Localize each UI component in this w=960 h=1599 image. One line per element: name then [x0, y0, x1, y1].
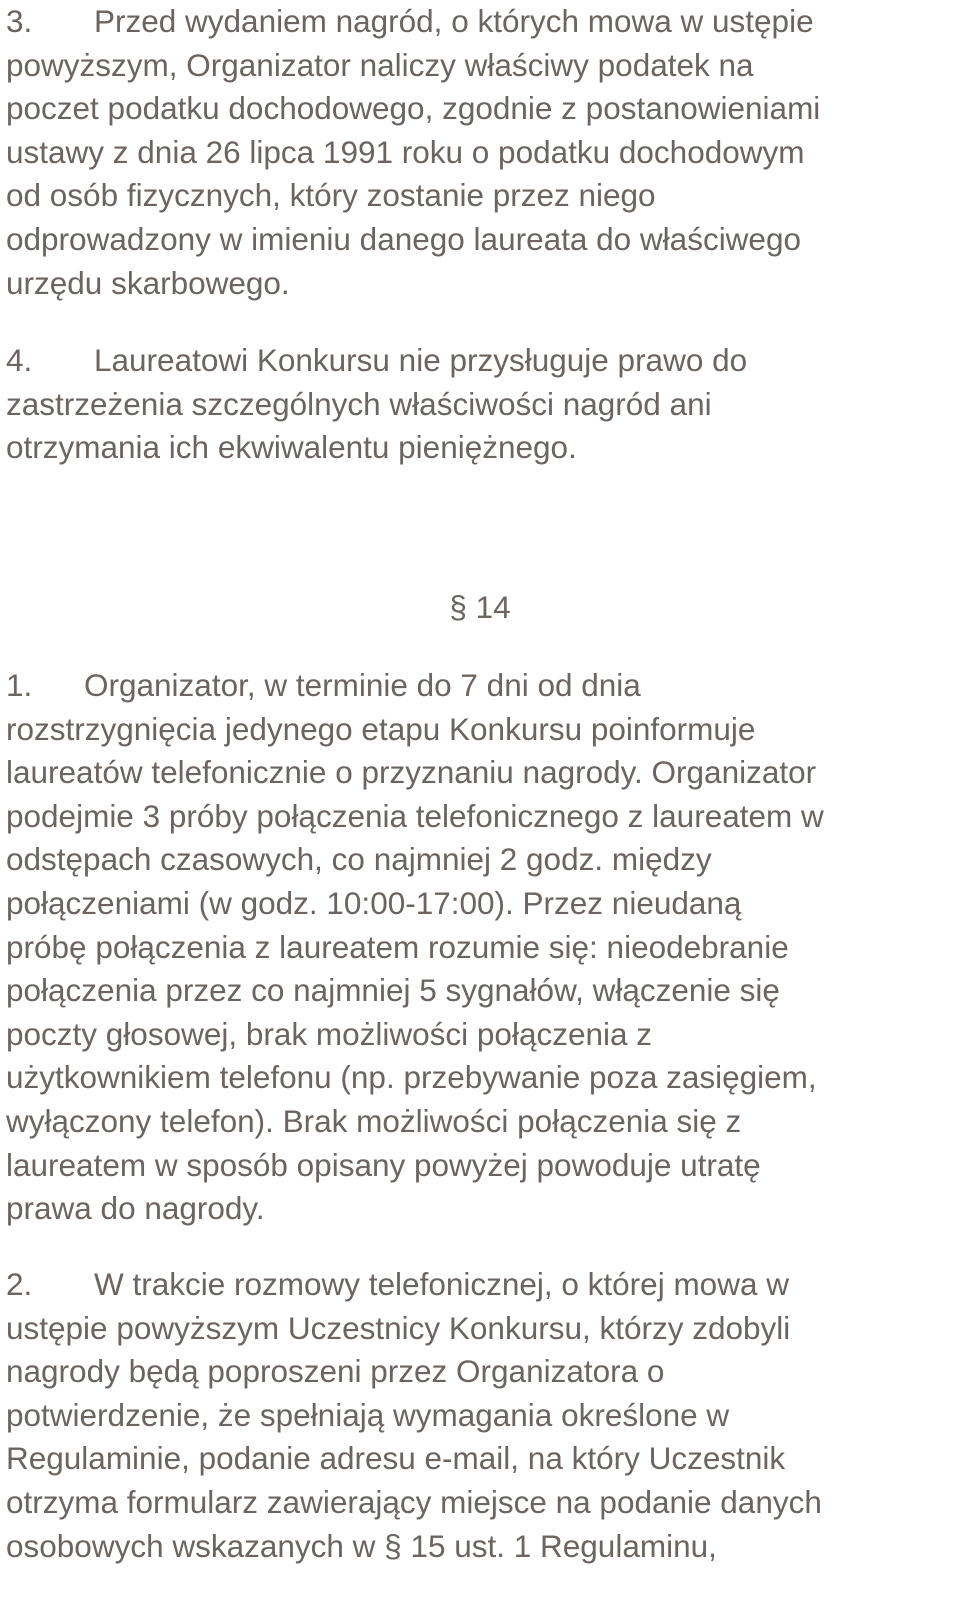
section-paragraph-1 — [6, 664, 956, 1231]
paragraph-text: W trakcie rozmowy telefonicznej, o której mowa w ustępie powyższym Uczestnicy Konkursu, którzy zdobyli nagrody będą poproszeni przez Organizatora o potwierdzenie, że spełniają wymagania określone w Regulaminie, podanie adresu e-mail, na który Uczestnik otrzyma formularz zawierający miejsce na podanie danych osobowych wskazanych w § 15 ust. 1 Regulaminu, — [6, 1266, 822, 1564]
section-heading: § 14 — [449, 589, 511, 625]
paragraph-4 — [6, 339, 956, 470]
paragraph-text: Przed wydaniem nagród, o których mowa w ustępie powyższym, Organizator naliczy właściwy podatek na poczet podatku dochodowego, zgodnie z postanowieniami ustawy z dnia 26 lipca 1991 roku o podatku dochodowym od osób fizycznych, który zostanie przez niego odprowadzony w imieniu danego laureata do właściwego urzędu skarbowego. — [6, 3, 821, 301]
paragraph-text: Organizator, w terminie do 7 dni od dnia rozstrzygnięcia jedynego etapu Konkursu poinformuje laureatów telefonicznie o przyznaniu nagrody. Organizator podejmie 3 próby połączenia telefonicznego z laureatem w odstępach czasowych, co najmniej 2 godz. między połączeniami (w godz. 10:00-17:00). Przez nieudaną próbę połączenia z laureatem rozumie się: nieodebranie połączenia przez co najmniej 5 sygnałów, włączenie się poczty głosowej, brak możliwości połączenia z użytkownikiem telefonu (np. przebywanie poza zasięgiem, wyłączony telefon). Brak możliwości połączenia się z laureatem w sposób opisany powyżej powoduje utratę prawa do nagrody. — [6, 667, 824, 1227]
paragraph-number: 3. — [6, 3, 33, 39]
paragraph-number: 4. — [6, 342, 33, 378]
paragraph-number: 1. — [6, 667, 33, 703]
paragraph-text: Laureatowi Konkursu nie przysługuje prawo do zastrzeżenia szczególnych właściwości nagród ani otrzymania ich ekwiwalentu pieniężnego. — [6, 342, 748, 466]
paragraph-3 — [6, 0, 956, 305]
paragraph-number: 2. — [6, 1266, 33, 1302]
section-paragraph-2 — [6, 1263, 956, 1568]
